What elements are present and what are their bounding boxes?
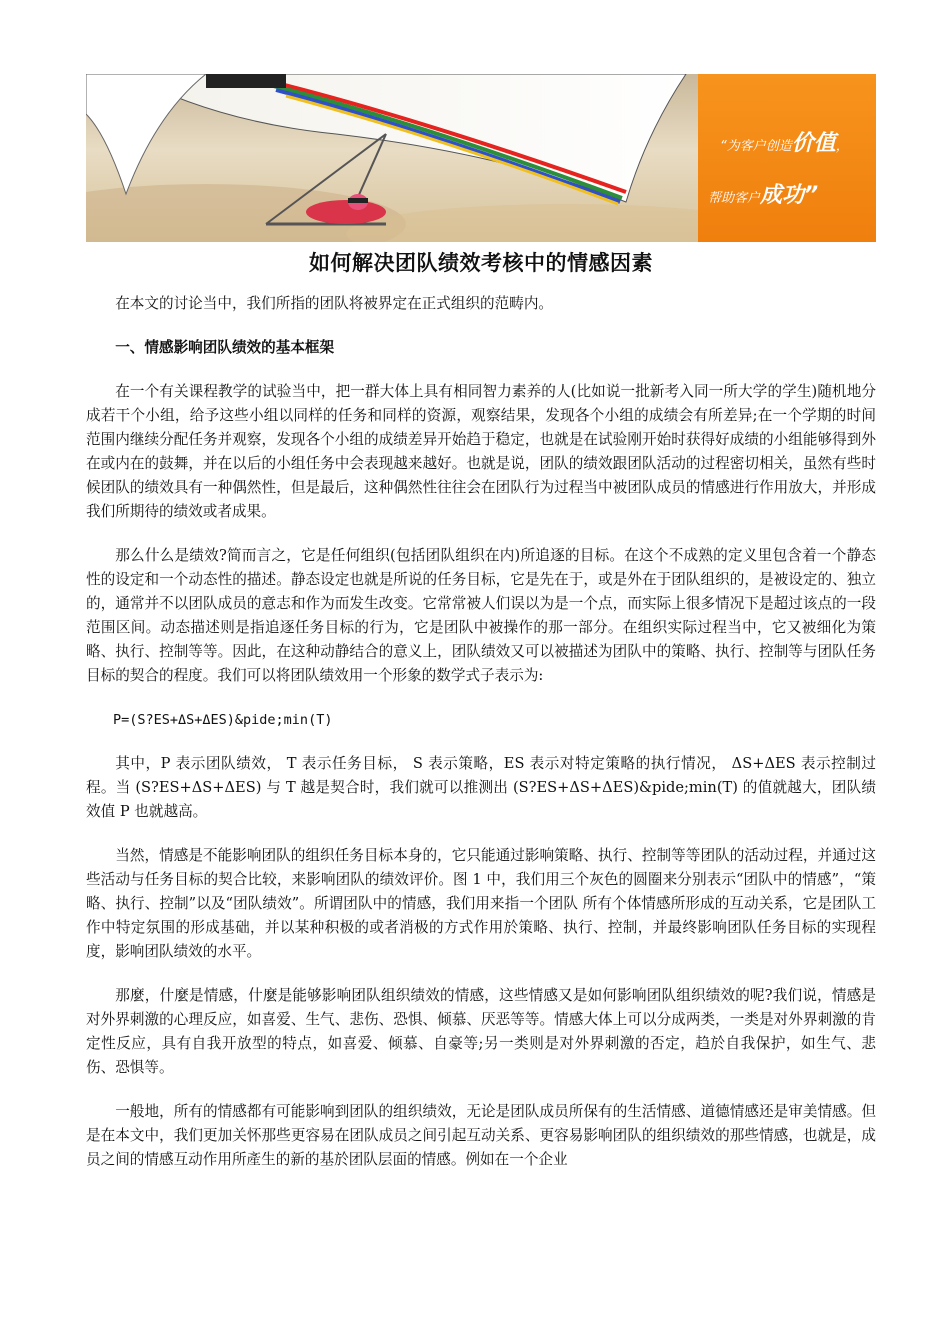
paragraph: 当然，情感是不能影响团队的组织任务目标本身的，它只能通过影响策略、执行、控制等等团队的活动过程，并通过这些活动与任务目标的契合比较，来影响团队的绩效评价。图 1 中，我们用三个灰色的圆圈来分别表示“团队中的情感”，“策略、执行、控制”以及“团队绩效”。所谓团队中的情感，我们用来指一个团队 所有个体情感所形成的互动关系，它是团队工作中特定氛围的形成基础，并以某种积极的或者消极的方式作用於策略、执行、控制，并最终影响团队任务目标的实现程度，影响团队绩效的水平。: [86, 847, 876, 960]
paragraph: 那么什么是绩效?简而言之，它是任何组织(包括团队组织在内)所追逐的目标。在这个不成熟的定义里包含着一个静态性的设定和一个动态性的描述。静态设定也就是所说的任务目标，它是先在于，或是外在于团队组织的，是被设定的、独立的，通常并不以团队成员的意志和作为而发生改变。它常常被人们误以为是一个点，而实际上很多情况下是超过该点的一段范围区间。动态描述则是指追逐任务目标的行为，它是团队中被操作的那一部分。在组织实际过程当中，它又被细化为策略、执行、控制等等。因此，在这种动静结合的意义上，团队绩效又可以被描述为团队中的策略、执行、控制等与团队任务目标的契合的程度。我们可以将团队绩效用一个形象的数学式子表示为:: [86, 547, 876, 684]
slogan-emphasis: 成功”: [760, 183, 819, 208]
paragraph: 其中，P 表示团队绩效， T 表示任务目标， S 表示策略，ES 表示对特定策略的执行情况， ΔS+ΔES 表示控制过程。当 (S?ES+ΔS+ΔES) 与 T 越是契合时，我们就可以推测出 (S?ES+ΔS+ΔES)&pide;min(T) 的值就越大，团队绩效值 P 也就越高。: [86, 755, 876, 820]
section-heading: 一、情感影响团队绩效的基本框架: [115, 339, 335, 356]
slogan-line-1: [720, 126, 849, 157]
slogan-text: 帮助客户: [708, 191, 761, 206]
paragraph-intro: 在本文的讨论当中，我们所指的团队将被界定在正式组织的范畴内。: [115, 295, 554, 312]
header-banner: [86, 74, 876, 242]
hang-glider-photo: [86, 74, 698, 242]
slogan-text: “为客户创造: [720, 139, 792, 154]
paragraph: 在一个有关课程教学的试验当中，把一群大体上具有相同智力素养的人(比如说一批新考入同一所大学的学生)随机地分成若干个小组，给予这些小组以同样的任务和同样的资源，观察结果，发现各个小组的成绩会有所差异;在一个学期的时间范围内继续分配任务并观察，发现各个小组的成绩差异开始趋于稳定，也就是在试验刚开始时获得好成绩的小组能够得到外在或内在的鼓舞，并在以后的小组任务中会表现越来越好。也就是说，团队的绩效跟团队活动的过程密切相关，虽然有些时候团队的绩效具有一种偶然性，但是最后，这种偶然性往往会在团队行为过程当中被团队成员的情感进行作用放大，并形成我们所期待的绩效或者成果。: [86, 383, 876, 520]
paragraph: 一般地，所有的情感都有可能影响到团队的组织绩效，无论是团队成员所保有的生活情感、道德情感还是审美情感。但是在本文中，我们更加关怀那些更容易在团队成员之间引起互动关系、更容易影响团队的组织绩效的那些情感，也就是，成员之间的情感互动作用所產生的新的基於团队层面的情感。例如在一个企业: [86, 1103, 876, 1168]
document-title: 如何解决团队绩效考核中的情感因素: [309, 251, 653, 275]
document-body: [86, 292, 876, 1192]
paragraph: 那麼，什麼是情感，什麼是能够影响团队组织绩效的情感，这些情感又是如何影响团队组织绩效的呢?我们说，情感是对外界刺激的心理反应，如喜爱、生气、悲伤、恐惧、倾慕、厌恶等等。情感大体上可以分成两类，一类是对外界刺激的肯定性反应，具有自我开放型的特点，如喜爱、倾慕、自豪等;另一类则是对外界刺激的否定，趋於自我保护，如生气、悲伤、恐惧等。: [86, 987, 876, 1076]
formula: P=(S?ES+ΔS+ΔES)&pide;min(T): [113, 712, 333, 728]
slogan-line-2: [708, 178, 818, 209]
slogan-text: ，: [835, 139, 849, 154]
slogan-panel: [698, 74, 876, 242]
slogan-emphasis: 价值: [791, 131, 836, 156]
